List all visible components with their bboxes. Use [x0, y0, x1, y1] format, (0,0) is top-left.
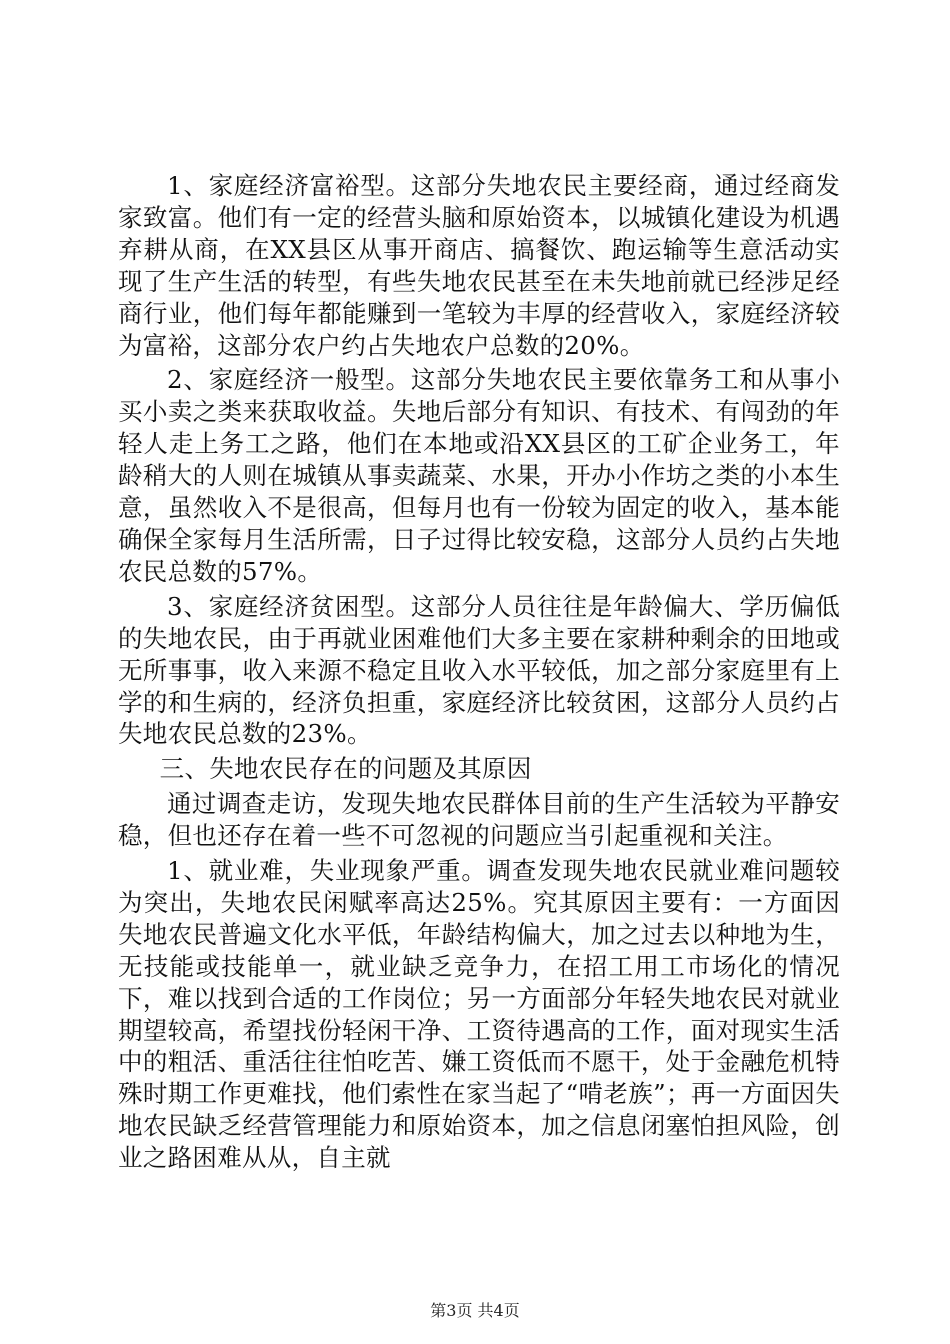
paragraph-survey-intro: 通过调查走访，发现失地农民群体目前的生产生活较为平静安稳，但也还存在着一些不可忽视的问题应当引起重视和关注。 — [118, 789, 840, 851]
page-number-footer: 第3页 共4页 — [430, 1301, 520, 1320]
paragraph-poor-household: 3、家庭经济贫困型。这部分人员往往是年龄偏大、学历偏低的失地农民，由于再就业困难他们大多主要在家耕种剩余的田地或无所事事，收入来源不稳定且收入水平较低，加之部分家庭里有上学的和生病的，经济负担重，家庭经济比较贫困，这部分人员约占失地农民总数的23%。 — [118, 591, 840, 749]
paragraph-wealthy-household: 1、家庭经济富裕型。这部分失地农民主要经商，通过经商发家致富。他们有一定的经营头脑和原始资本，以城镇化建设为机遇弃耕从商，在XX县区从事开商店、搞餐饮、跑运输等生意活动实现了生产生活的转型，有些失地农民甚至在未失地前就已经涉足经商行业，他们每年都能赚到一笔较为丰厚的经营收入，家庭经济较为富裕，这部分农户约占失地农户总数的20%。 — [118, 171, 840, 360]
document-body — [118, 170, 840, 1177]
section-heading: 三、失地农民存在的问题及其原因 — [159, 754, 532, 784]
paragraph-average-household: 2、家庭经济一般型。这部分失地农民主要依靠务工和从事小买小卖之类来获取收益。失地后部分有知识、有技术、有闯劲的年轻人走上务工之路，他们在本地或沿XX县区的工矿企业务工，年龄稍大的人则在城镇从事卖蔬菜、水果，开办小作坊之类的小本生意，虽然收入不是很高，但每月也有一份较为固定的收入，基本能确保全家每月生活所需，日子过得比较安稳，这部分人员约占失地农民总数的57%。 — [118, 365, 840, 586]
paragraph-employment-difficulty: 1、就业难，失业现象严重。调查发现失地农民就业难问题较为突出，失地农民闲赋率高达25%。究其原因主要有：一方面因失地农民普遍文化水平低，年龄结构偏大，加之过去以种地为生，无技能或技能单一，就业缺乏竞争力，在招工用工市场化的情况下，难以找到合适的工作岗位；另一方面部分年轻失地农民对就业期望较高，希望找份轻闲干净、工资待遇高的工作，面对现实生活中的粗活、重活往往怕吃苦、嫌工资低而不愿干，处于金融危机特殊时期工作更难找，他们索性在家当起了“啃老族”；再一方面因失地农民缺乏经营管理能力和原始资本，加之信息闭塞怕担风险，创业之路困难从从，自主就 — [118, 856, 840, 1173]
